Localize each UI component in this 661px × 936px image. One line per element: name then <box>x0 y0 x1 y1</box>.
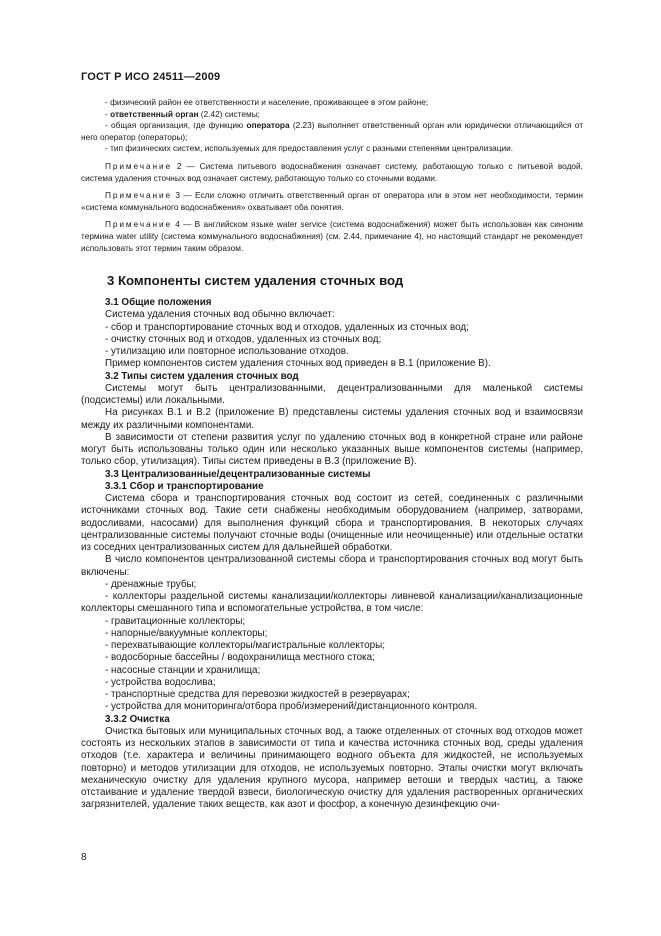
list-item: - насосные станции и хранилища; <box>105 664 261 676</box>
list-item-text: - общая организация, где функцию <box>105 120 247 131</box>
term-bold: ответственный орган <box>110 108 199 119</box>
list-item-text: - физический район ее ответственности и население, проживающее в этом районе; <box>105 97 429 107</box>
paragraph: Пример компонентов систем удаления сточных вод приведен в В.1 (приложение В). <box>105 358 491 370</box>
list-item <box>81 97 583 109</box>
heading-3-2: 3.2 Типы систем удаления сточных вод <box>105 370 299 382</box>
list-item: - устройства для мониторинга/отбора проб/измерений/дистанционного контроля. <box>105 701 478 713</box>
note-2 <box>81 161 583 184</box>
list-item: - перехватывающие коллекторы/магистральные коллекторы; <box>105 640 385 651</box>
note-text: 3 — Если сложно отличить ответственный орган от оператора или в этом нет необходимости, термин «система коммунального водоснабжения» охватывает оба понятия. <box>81 190 583 212</box>
section-3-body <box>81 297 583 812</box>
heading-3-1: 3.1 Общие положения <box>105 297 212 308</box>
note-text: 4 — В английском языке water service (система водоснабжения) может быть использован как синоним термина water utility (система коммунального водоснабжения) (см. 2.44, примечание 4), но настоящий стандарт не рекомендует использовать этот термин таким образом. <box>81 219 583 253</box>
note-text: 2 — Система питьевого водоснабжения означает систему, работающую только с питьевой водой, система удаления сточных вод означает систему, работающую только со сточными водами. <box>81 160 583 183</box>
list-item: - дренажные трубы; <box>105 578 197 590</box>
section-3-title: 3 Компоненты систем удаления сточных вод <box>107 273 404 288</box>
list-item <box>81 143 583 155</box>
page-number: 8 <box>81 852 87 863</box>
list-item: - транспортные средства для перевозки жидкостей в резервуарах; <box>105 689 410 700</box>
list-item-text: - тип физических систем, используемых для предоставления услуг с разными степенями централизации. <box>105 143 514 154</box>
list-item: - сбор и транспортирование сточных вод и отходов, удаленных из сточных вод; <box>105 321 469 333</box>
term-bold: оператора <box>246 120 290 131</box>
heading-3-3: 3.3 Централизованные/децентрализованные системы <box>105 468 371 480</box>
list-item <box>81 120 583 143</box>
list-item: - гравитационные коллекторы; <box>105 615 246 627</box>
paragraph: На рисунках В.1 и В.2 (приложение В) представлены системы удаления сточных вод и взаимосвязи между их различными компонентами. <box>81 407 583 431</box>
list-item-text: (2.23) выполняет ответственный орган или юридически отличающийся от него оператор (операторы); <box>81 120 583 142</box>
paragraph: В зависимости от степени развития услуг по удалению сточных вод в конкретной стране или районе могут быть использованы только один или несколько указанных выше компонентов системы (например, только сбор, утилизация). Типы систем приведены в В.3 (приложение В). <box>81 431 583 468</box>
paragraph: Системы могут быть централизованными, децентрализованными для маленькой системы (подсистемы) или локальными. <box>81 382 583 406</box>
note-label: Примечание <box>105 219 173 230</box>
list-item: - напорные/вакуумные коллекторы; <box>105 627 268 639</box>
paragraph: Очистка бытовых или муниципальных сточных вод, а также отделенных от сточных вод отходов может состоять из нескольких этапов в зависимости от типа и качества источника сточных вод, среды удаления отходов (т.е. характера и величины принимающего водного объекта для жидкостей, не используемых повторно) и методов утилизации для отходов, не используемых повторно. Этапы очистки могут включать механическую очистку для удаления крупного мусора, например ветоши и твердых частиц, а также отстаивание и удаление твердой взвеси, биологическую очистку для удаления растворенных органических загрязнителей, удаление таких веществ, как азот и фосфор, а конечную дезинфекцию очи- <box>81 725 583 811</box>
definition-continuation <box>81 97 583 254</box>
note-3 <box>81 190 583 213</box>
list-item-text: (2.42) системы; <box>198 108 260 119</box>
list-item-text: - <box>105 108 111 119</box>
document-header: ГОСТ Р ИСО 24511—2009 <box>81 71 221 83</box>
list-item: - водосборные бассейны / водохранилища местного стока; <box>105 652 375 664</box>
list-item: - устройства водослива; <box>105 676 216 688</box>
list-item: - утилизацию или повторное использование отходов. <box>105 346 349 357</box>
list-item: - коллекторы раздельной системы канализации/коллекторы ливневой канализации/канализационные коллекторы смешанного типа и вспомогательные устройства, в том числе: <box>81 591 583 615</box>
paragraph: Система удаления сточных вод обычно включает: <box>105 309 335 321</box>
heading-3-3-2: 3.3.2 Очистка <box>105 713 170 725</box>
note-4 <box>81 219 583 254</box>
note-label: Примечание <box>105 190 173 201</box>
note-label: Примечание <box>105 160 173 171</box>
list-item: - очистку сточных вод и отходов, удаленных из сточных вод; <box>105 333 382 345</box>
paragraph: В число компонентов централизованной системы сбора и транспортирования сточных вод могут быть включены: <box>81 554 583 578</box>
heading-3-3-1: 3.3.1 Сбор и транспортирование <box>105 480 264 492</box>
list-item <box>81 109 583 121</box>
paragraph: Система сбора и транспортирования сточных вод состоит из сетей, соединенных с различными источниками сточных вод. Такие сети снабжены необходимым оборудованием (например, затворами, водосливами, насосами) для выполнения функций сбора и транспортирования. В некоторых случаях централизованные системы получают сточные воды (очищенные или неочищенные) или отдельные остатки из соседних централизованных систем для дальнейшей обработки. <box>81 493 583 553</box>
